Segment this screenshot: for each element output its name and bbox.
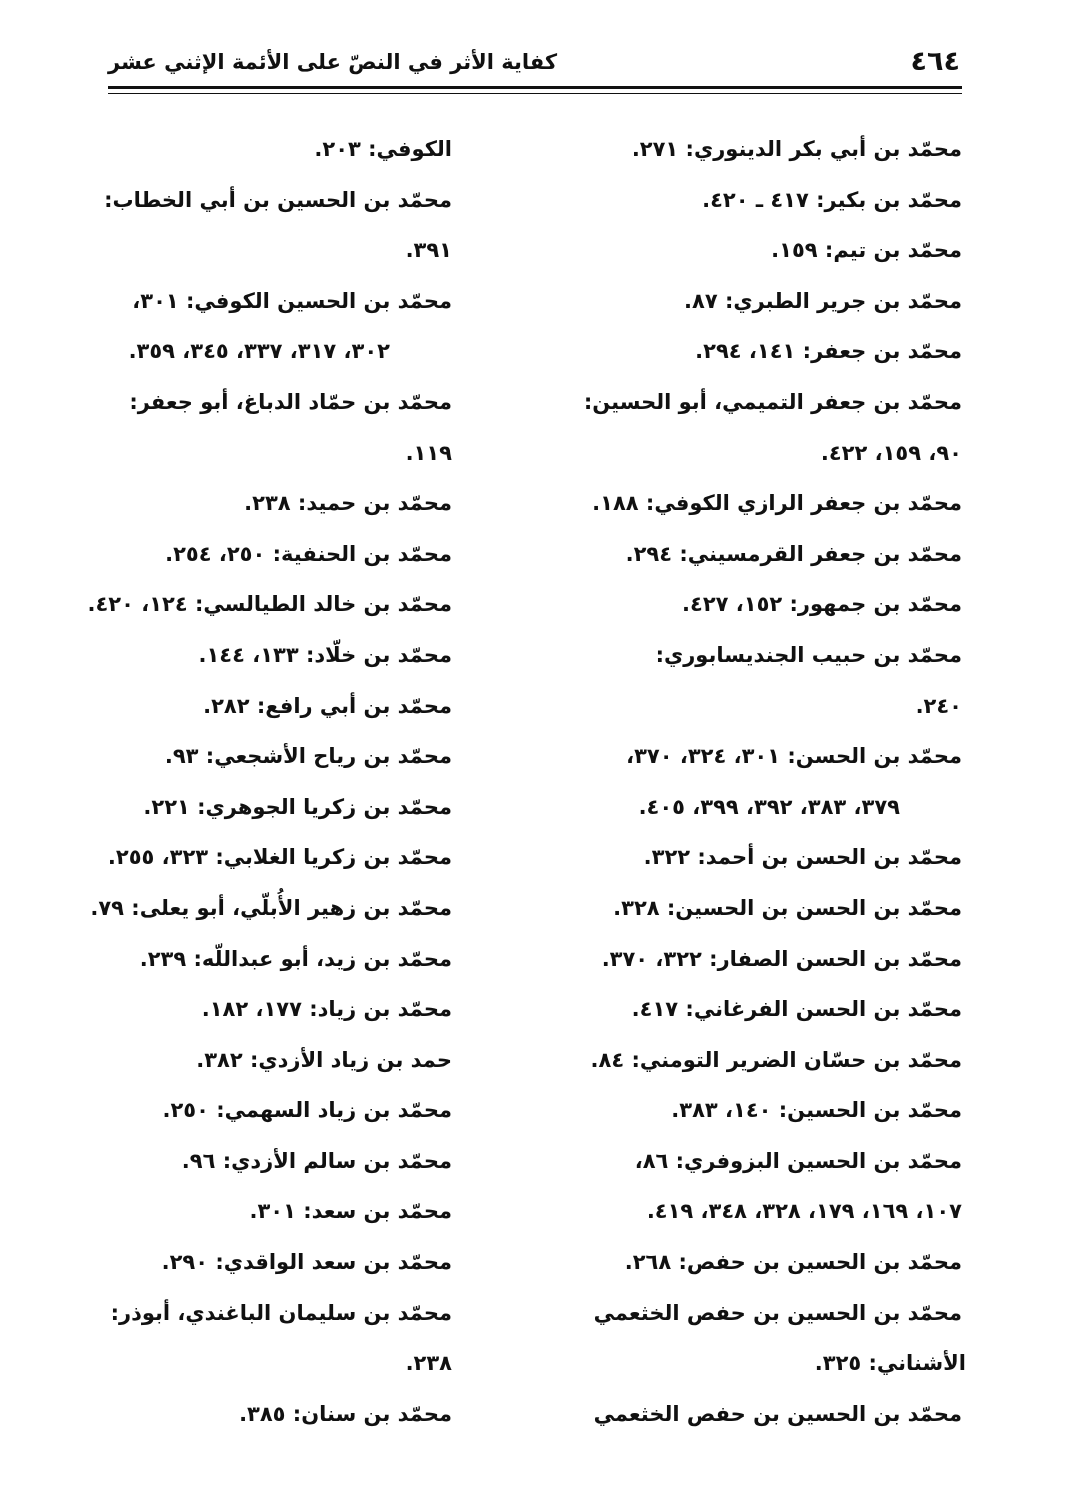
index-entry-line: ٩٠، ١٥٩، ٤٢٢. <box>820 440 962 465</box>
index-entry-line: محمّد بن الحسن بن أحمد: ٣٢٢. <box>643 845 962 870</box>
header-rule-thick <box>108 86 962 89</box>
index-entry-line: ٣٠٢، ٣١٧، ٣٣٧، ٣٤٥، ٣٥٩. <box>128 339 390 364</box>
index-entry-line: ١١٩. <box>405 440 452 465</box>
index-entry-line: محمّد بن سعد الواقدي: ٢٩٠. <box>161 1250 452 1275</box>
index-column-right <box>562 124 966 1439</box>
index-entry-line: محمّد بن الحسين بن حفص الخثعمي <box>593 1401 962 1426</box>
index-entry-line: محمّد بن زياد السهمي: ٢٥٠. <box>162 1098 452 1123</box>
page-header <box>108 40 960 86</box>
index-entry-line: الأشناني: ٣٢٥. <box>814 1351 966 1376</box>
index-entry-line: محمّد بن الحسين: ١٤٠، ٣٨٣. <box>671 1098 962 1123</box>
index-entry-line: محمّد بن الحسين بن حفص: ٢٦٨. <box>624 1250 962 1275</box>
index-entry-line: محمّد بن حميد: ٢٣٨. <box>244 491 452 516</box>
index-entry-line: محمّد بن سليمان الباغندي، أبوذر: <box>110 1300 452 1325</box>
index-entry-line: محمّد بن الحسن الفرغاني: ٤١٧. <box>631 997 962 1022</box>
index-entry-line: ١٠٧، ١٦٩، ١٧٩، ٣٢٨، ٣٤٨، ٤١٩. <box>646 1199 962 1224</box>
index-entry-line: محمّد بن جعفر الرازي الكوفي: ١٨٨. <box>592 491 962 516</box>
index-entry-line: محمّد بن الحنفية: ٢٥٠، ٢٥٤. <box>165 541 452 566</box>
index-entry-line: الكوفي: ٢٠٣. <box>314 137 452 161</box>
index-entry-line: محمّد بن جمهور: ١٥٢، ٤٢٧. <box>682 592 962 617</box>
index-entry-line: محمّد بن خلّاد: ١٣٣، ١٤٤. <box>198 642 452 667</box>
index-column-left <box>87 124 452 1439</box>
index-entry-line: ٢٣٨. <box>405 1351 452 1376</box>
index-entry-line: محمّد بن الحسن بن الحسين: ٣٢٨. <box>613 895 962 920</box>
index-entry-line: محمّد بن زكريا الجوهري: ٢٢١. <box>143 794 452 819</box>
index-entry-line: محمّد بن زكريا الغلابي: ٣٢٣، ٢٥٥. <box>107 845 452 870</box>
index-entry-line: محمّد بن حمّاد الدباغ، أبو جعفر: <box>129 389 452 414</box>
index-entry-line: محمّد بن الحسين بن حفص الخثعمي <box>593 1300 962 1325</box>
index-entry-line: محمّد بن جعفر القرمسيني: ٢٩٤. <box>625 541 962 566</box>
index-entry-line: محمّد بن رياح الأشجعي: ٩٣. <box>164 744 452 769</box>
index-entry-line: ٢٤٠. <box>915 693 962 718</box>
index-entry-line: محمّد بن الحسن: ٣٠١، ٣٢٤، ٣٧٠، <box>626 744 962 769</box>
index-entry-line: محمّد بن سالم الأزدي: ٩٦. <box>181 1148 452 1173</box>
index-entry-line: حمد بن زياد الأزدي: ٣٨٢. <box>196 1047 452 1072</box>
index-entry-line: محمّد بن الحسن الصفار: ٣٢٢، ٣٧٠. <box>601 946 962 971</box>
index-entry-line: ٣٩١. <box>405 238 452 263</box>
index-entry-line: محمّد بن زيد، أبو عبداللّه: ٢٣٩. <box>139 946 452 971</box>
running-title: كفاية الأثر في النصّ على الأئمة الإثني عشر <box>108 50 558 74</box>
index-entry-line: محمّد بن الحسين البزوفري: ٨٦، <box>634 1148 962 1173</box>
index-entry-line: محمّد بن زهير الأُبلّي، أبو يعلى: ٧٩. <box>90 895 452 920</box>
index-entry-line: محمّد بن جعفر: ١٤١، ٢٩٤. <box>695 339 962 364</box>
index-entry-line: ٣٧٩، ٣٨٣، ٣٩٢، ٣٩٩، ٤٠٥. <box>638 794 900 819</box>
index-entry-line: محمّد بن الحسين بن أبي الخطاب: <box>104 187 452 212</box>
index-entry-line: محمّد بن أبي بكر الدينوري: ٢٧١. <box>631 137 962 161</box>
index-entry-line: محمّد بن جرير الطبري: ٨٧. <box>684 288 962 313</box>
index-entry-line: محمّد بن جعفر التميمي، أبو الحسين: <box>583 389 962 414</box>
header-rule-thin <box>108 93 962 94</box>
page-number: ٤٦٤ <box>910 46 960 77</box>
index-entry-line: محمّد بن الحسين الكوفي: ٣٠١، <box>132 288 452 313</box>
index-entry-line: محمّد بن بكير: ٤١٧ ـ ٤٢٠. <box>702 187 962 212</box>
index-entry-line: محمّد بن حسّان الضرير التومني: ٨٤. <box>590 1047 962 1072</box>
index-entry-line: محمّد بن زياد: ١٧٧، ١٨٢. <box>201 997 452 1022</box>
index-entry-line: محمّد بن حبيب الجنديسابوري: <box>655 642 962 667</box>
index-entry-line: محمّد بن تيم: ١٥٩. <box>771 238 962 263</box>
index-entry-line: محمّد بن سنان: ٣٨٥. <box>239 1401 452 1426</box>
index-entry-line: محمّد بن أبي رافع: ٢٨٢. <box>203 693 452 718</box>
index-entry-line: محمّد بن سعد: ٣٠١. <box>249 1199 452 1224</box>
index-entry-line: محمّد بن خالد الطيالسي: ١٢٤، ٤٢٠. <box>87 592 452 617</box>
